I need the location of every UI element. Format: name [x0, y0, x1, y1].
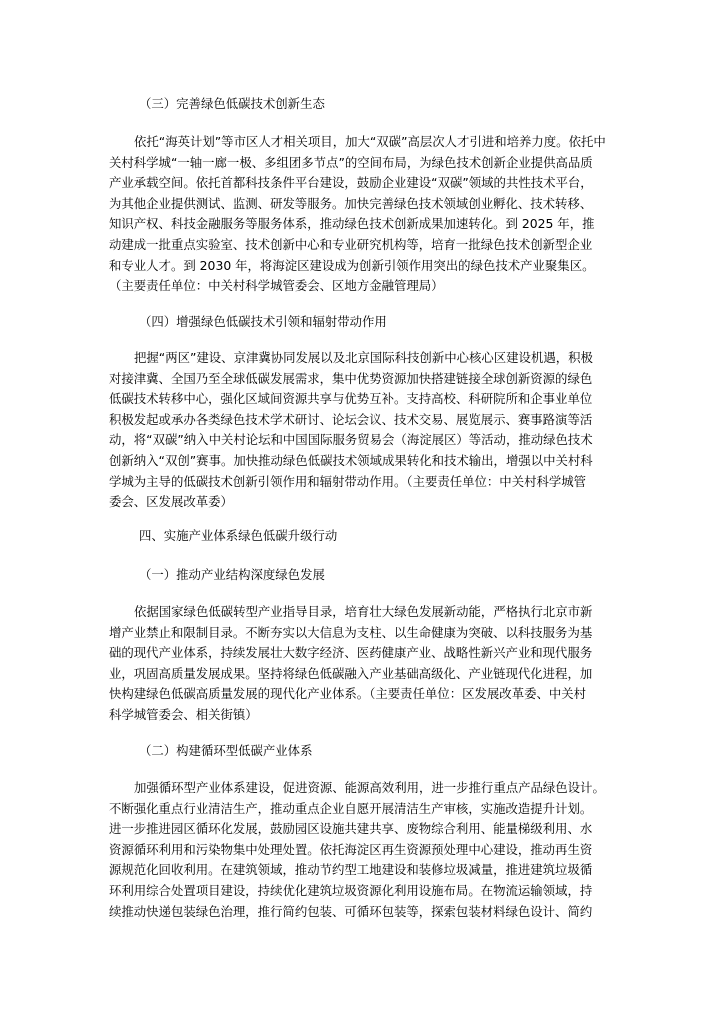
paragraph-line: 资源循环利用和污染物集中处理处置。依托海淀区再生资源预处理中心建设，推动再生资: [109, 841, 593, 857]
chapter-heading: 四、实施产业体系绿色低碳升级行动: [139, 528, 338, 543]
paragraph-3: [109, 132, 621, 297]
paragraph-2: [109, 778, 621, 922]
paragraph-line: 创新纳入“双创”赛事。加快推动绿色低碳技术领域成果转化和技术输出，增强以中关村科: [109, 452, 593, 468]
paragraph-line: 关村科学城“一轴一廊一极、多组团多节点”的空间布局，为绿色技术创新企业提供高品质: [109, 154, 593, 170]
paragraph-line: 科学城管委会、相关街镇）: [109, 706, 258, 722]
paragraph-line: 学城为主导的低碳技术创新引领作用和辐射带动作用。（主要责任单位：中关村科学城管: [109, 473, 587, 489]
paragraph-line: 续推动快递包装绿色治理，推行简约包装、可循环包装等，探索包装材料绿色设计、简约: [109, 903, 593, 919]
paragraph-line: 委会、区发展改革委）: [109, 494, 233, 510]
paragraph-line: 知识产权、科技金融服务等服务体系，推动绿色技术创新成果加速转化。到 2025 年，推: [109, 216, 595, 232]
paragraph-line: 把握“两区”建设、京津冀协同发展以及北京国际科技创新中心核心区建设机遇，积极: [134, 350, 593, 365]
paragraph-4: [109, 348, 621, 513]
paragraph-line: 动，将“双碳”纳入中关村论坛和中国国际服务贸易会（海淀展区）等活动，推动绿色技术: [109, 432, 593, 448]
paragraph-line: 进一步推进园区循环化发展，鼓励园区设施共建共享、废物综合利用、能量梯级利用、水: [109, 821, 593, 837]
paragraph-line: 为其他企业提供测试、监测、研发等服务。加快完善绿色技术领域创业孵化、技术转移、: [109, 195, 593, 211]
section-heading-4: （四）增强绿色低碳技术引领和辐射带动作用: [139, 314, 387, 329]
paragraph-line: 对接津冀、全国乃至全球低碳发展需求，集中优势资源加快搭建链接全球创新资源的绿色: [109, 370, 593, 386]
section-heading-2: （二）构建循环型低碳产业体系: [139, 743, 313, 758]
paragraph-line: 增产业禁止和限制目录。不断夯实以大信息为支柱、以生命健康为突破、以科技服务为基: [109, 624, 593, 640]
paragraph-line: 和专业人才。到 2030 年，将海淀区建设成为创新引领作用突出的绿色技术产业聚集区。: [109, 257, 595, 273]
paragraph-line: 不断强化重点行业清洁生产，推动重点企业自愿开展清洁生产审核，实施改造提升计划。: [109, 800, 593, 816]
paragraph-line: 环利用综合处置项目建设，持续优化建筑垃圾资源化利用设施布局。在物流运输领域，持: [109, 882, 593, 898]
paragraph-1: [109, 602, 621, 726]
section-heading-1: （一）推动产业结构深度绿色发展: [139, 567, 325, 582]
paragraph-line: 业，巩固高质量发展成果。坚持将绿色低碳融入产业基础高级化、产业链现代化进程，加: [109, 665, 593, 681]
paragraph-line: 快构建绿色低碳高质量发展的现代化产业体系。（主要责任单位：区发展改革委、中关村: [109, 686, 587, 702]
paragraph-line: 低碳技术转移中心，强化区域间资源共享与优势互补。支持高校、科研院所和企事业单位: [109, 391, 593, 407]
paragraph-line: 源规范化回收利用。在建筑领域，推动节约型工地建设和装修垃圾减量，推进建筑垃圾循: [109, 862, 593, 878]
paragraph-line: 依据国家绿色低碳转型产业指导目录，培育壮大绿色发展新动能，严格执行北京市新: [134, 604, 593, 619]
paragraph-line: 依托“海英计划”等市区人才相关项目，加大“双碳”高层次人才引进和培养力度。依托中: [134, 134, 606, 149]
paragraph-line: 积极发起或承办各类绿色技术学术研讨、论坛会议、技术交易、展览展示、赛事路演等活: [109, 411, 593, 427]
section-heading-3: （三）完善绿色低碳技术创新生态: [139, 96, 325, 111]
paragraph-line: （主要责任单位：中关村科学城管委会、区地方金融管理局）: [109, 278, 444, 294]
paragraph-line: 动建成一批重点实验室、技术创新中心和专业研究机构等，培育一批绿色技术创新型企业: [109, 236, 593, 252]
paragraph-line: 础的现代产业体系，持续发展壮大数字经济、医药健康产业、战略性新兴产业和现代服务: [109, 645, 593, 661]
paragraph-line: 加强循环型产业体系建设，促进资源、能源高效利用，进一步推行重点产品绿色设计。: [134, 780, 605, 795]
paragraph-line: 产业承载空间。依托首都科技条件平台建设，鼓励企业建设“双碳”领域的共性技术平台，: [109, 175, 593, 191]
